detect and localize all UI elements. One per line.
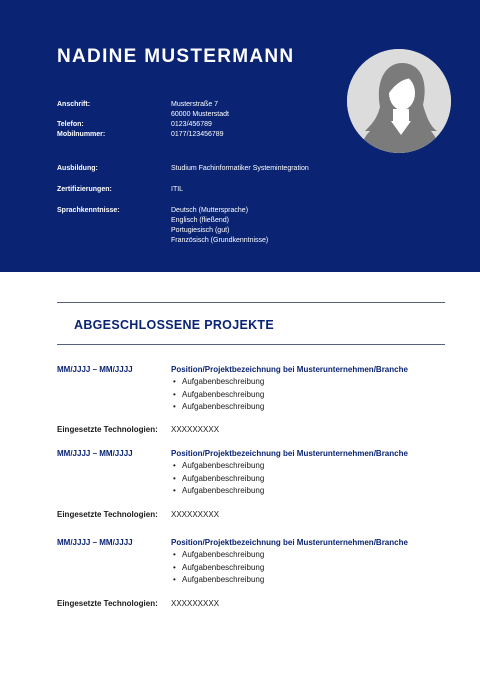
phone-label: Telefon: <box>57 121 84 128</box>
list-item <box>171 401 264 414</box>
bullet-icon: • <box>173 461 176 470</box>
project-date: MM/JJJJ – MM/JJJJ <box>57 449 133 458</box>
bullet-icon: • <box>173 550 176 559</box>
technologies-label: Eingesetzte Technologien: <box>57 510 158 519</box>
task-list <box>171 460 264 498</box>
female-avatar-icon <box>347 49 451 153</box>
task-text: Aufgabenbeschreibung <box>182 402 265 411</box>
task-text: Aufgabenbeschreibung <box>182 377 265 386</box>
education-value: Studium Fachinformatiker Systemintegration <box>171 165 309 172</box>
list-item <box>171 485 264 498</box>
task-text: Aufgabenbeschreibung <box>182 486 265 495</box>
list-item <box>171 473 264 486</box>
language-item: Portugiesisch (gut) <box>171 227 230 234</box>
bullet-icon: • <box>173 486 176 495</box>
task-text: Aufgabenbeschreibung <box>182 550 265 559</box>
mobile-value: 0177/123456789 <box>171 131 224 138</box>
section-divider-bottom <box>57 344 445 345</box>
section-title: ABGESCHLOSSENE PROJEKTE <box>74 318 274 332</box>
person-name: NADINE MUSTERMANN <box>57 46 295 67</box>
task-list <box>171 376 264 414</box>
mobile-label: Mobilnummer: <box>57 131 106 138</box>
section-divider-top <box>57 302 445 303</box>
languages-label: Sprachkenntnisse: <box>57 207 120 214</box>
technologies-value: XXXXXXXXX <box>171 425 220 434</box>
technologies-label: Eingesetzte Technologien: <box>57 599 158 608</box>
bullet-icon: • <box>173 377 176 386</box>
project-date: MM/JJJJ – MM/JJJJ <box>57 365 133 374</box>
language-item: Französisch (Grundkenntnisse) <box>171 237 269 244</box>
task-text: Aufgabenbeschreibung <box>182 461 265 470</box>
project-position: Position/Projektbezeichnung bei Musterunternehmen/Branche <box>171 538 408 547</box>
task-text: Aufgabenbeschreibung <box>182 562 265 572</box>
bullet-icon: • <box>173 562 176 572</box>
certification-label: Zertifizierungen: <box>57 186 112 193</box>
bullet-icon: • <box>173 389 176 399</box>
address-label: Anschrift: <box>57 101 91 108</box>
bullet-icon: • <box>173 473 176 483</box>
list-item <box>171 562 264 575</box>
education-label: Ausbildung: <box>57 165 98 172</box>
technologies-value: XXXXXXXXX <box>171 599 220 608</box>
technologies-value: XXXXXXXXX <box>171 510 220 519</box>
address-city: 60000 Musterstadt <box>171 111 229 118</box>
list-item <box>171 460 264 473</box>
cv-header <box>0 0 480 272</box>
language-item: Englisch (fließend) <box>171 217 229 224</box>
task-text: Aufgabenbeschreibung <box>182 575 265 584</box>
list-item <box>171 574 264 587</box>
list-item <box>171 389 264 402</box>
language-item: Deutsch (Muttersprache) <box>171 207 249 214</box>
address-street: Musterstraße 7 <box>171 101 219 108</box>
phone-value: 0123/456789 <box>171 121 212 128</box>
project-date: MM/JJJJ – MM/JJJJ <box>57 538 133 547</box>
certification-value: ITIL <box>171 186 184 193</box>
bullet-icon: • <box>173 402 176 411</box>
project-position: Position/Projektbezeichnung bei Musterunternehmen/Branche <box>171 449 408 458</box>
project-position: Position/Projektbezeichnung bei Musterunternehmen/Branche <box>171 365 408 374</box>
task-list <box>171 549 264 587</box>
technologies-label: Eingesetzte Technologien: <box>57 425 158 434</box>
bullet-icon: • <box>173 575 176 584</box>
task-text: Aufgabenbeschreibung <box>182 473 265 483</box>
list-item <box>171 549 264 562</box>
list-item <box>171 376 264 389</box>
task-text: Aufgabenbeschreibung <box>182 389 265 399</box>
